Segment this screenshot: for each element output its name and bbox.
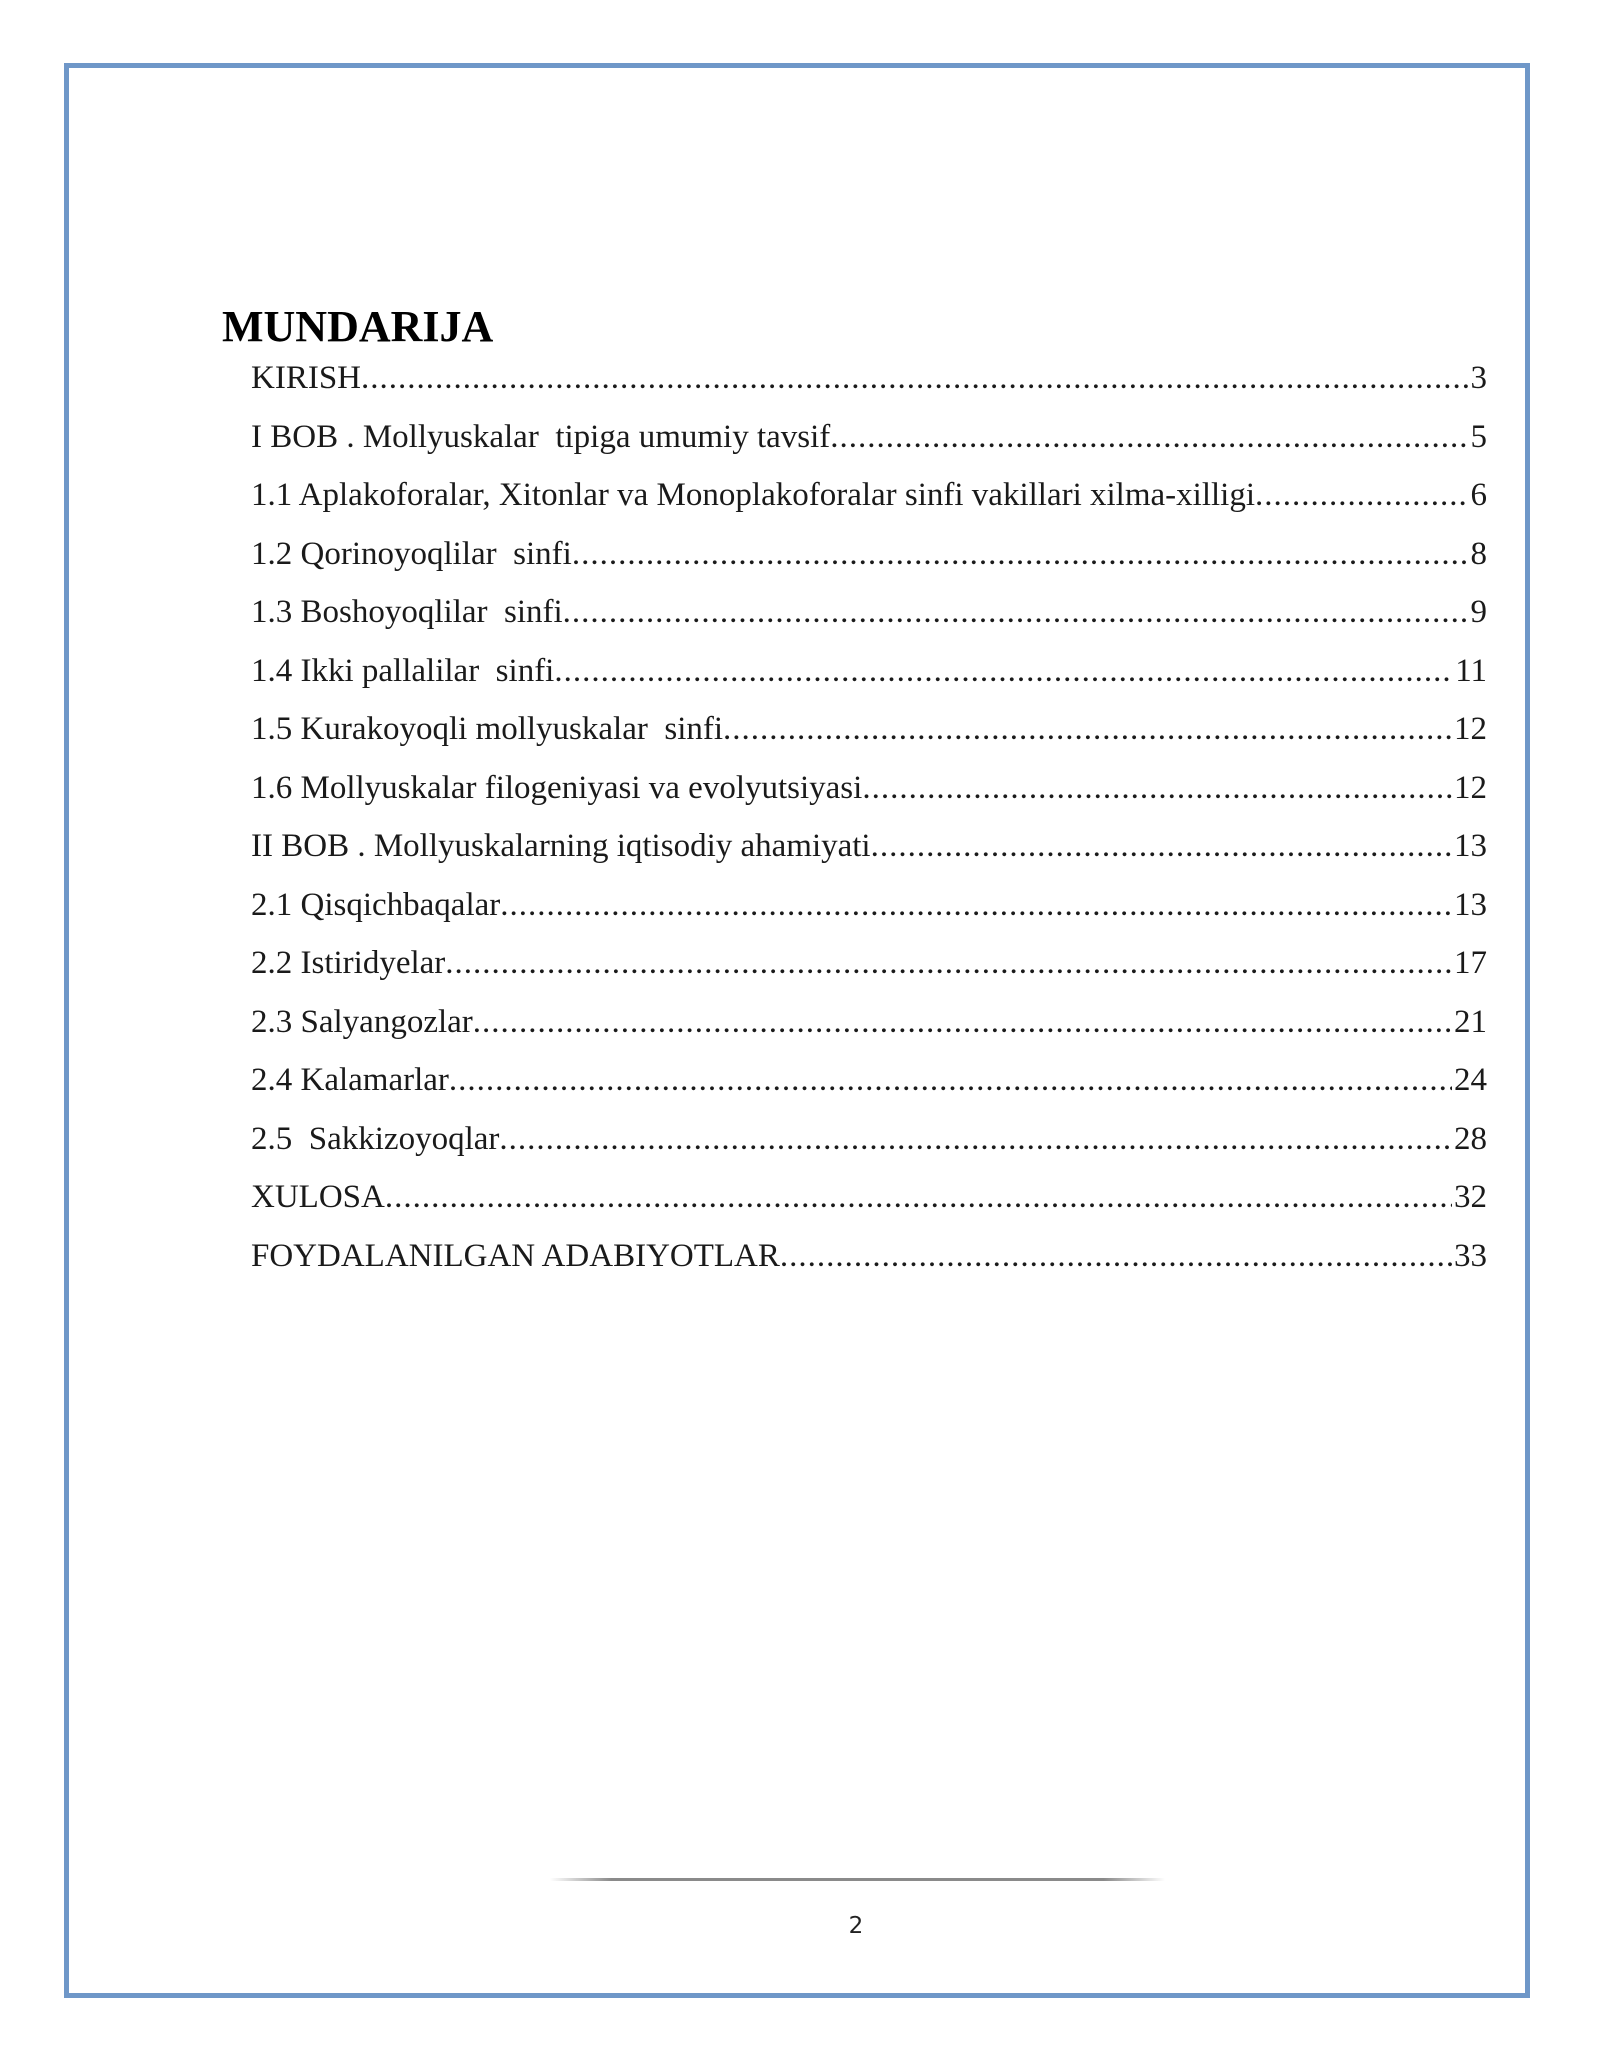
toc-entry-page: 9 [1470,594,1487,630]
toc-dot-leader [572,536,1469,573]
page-number: 2 [848,1913,864,1939]
toc-entry-page: 17 [1454,945,1487,981]
toc-entry-page: 28 [1454,1120,1487,1157]
toc-dot-leader [862,770,1452,807]
toc-dot-leader [1255,477,1468,514]
toc-dot-leader [830,419,1468,456]
toc-entry-title: KIRISH [251,360,362,396]
toc-entry[interactable] [251,594,1487,653]
toc-entry[interactable] [251,1062,1487,1121]
toc-entry-page: 24 [1454,1062,1487,1098]
toc-entry[interactable] [251,360,1487,419]
table-of-contents [251,360,1487,1296]
toc-entry[interactable] [251,1179,1487,1238]
toc-entry[interactable] [251,887,1487,946]
toc-entry[interactable] [251,945,1487,1004]
toc-dot-leader [500,887,1452,924]
toc-dot-leader [554,653,1453,690]
footer-divider [550,1878,1165,1881]
toc-entry[interactable] [251,419,1487,478]
toc-entry-title: 1.1 Aplakoforalar, Xitonlar va Monoplakoforalar sinfi vakillari xilma-xilligi [251,477,1256,513]
toc-entry-title: 2.3 Salyangozlar [251,1003,473,1040]
toc-entry-title: II BOB . Mollyuskalarning iqtisodiy ahamiyati [251,828,871,864]
toc-entry-page: 12 [1454,769,1487,806]
toc-entry-page: 11 [1455,652,1487,689]
toc-dot-leader [871,828,1452,865]
toc-entry-page: 32 [1454,1179,1487,1215]
toc-entry[interactable] [251,711,1487,770]
toc-entry[interactable] [251,536,1487,595]
toc-entry-title: 2.4 Kalamarlar [251,1062,449,1098]
toc-dot-leader [361,360,1468,397]
toc-entry-title: XULOSA [251,1179,385,1215]
toc-entry[interactable] [251,653,1487,712]
toc-entry-page: 6 [1470,477,1487,513]
toc-entry[interactable] [251,770,1487,829]
toc-entry-title: 1.6 Mollyuskalar filogeniyasi va evolyutsiyasi [251,769,863,806]
toc-entry-page: 33 [1454,1237,1487,1274]
toc-dot-leader [385,1179,1452,1216]
toc-dot-leader [473,1004,1452,1041]
toc-entry-page: 3 [1470,360,1487,396]
toc-entry-page: 13 [1454,886,1487,923]
toc-entry-title: 2.1 Qisqichbaqalar [251,886,501,923]
toc-entry[interactable] [251,1121,1487,1180]
toc-entry-title: I BOB . Mollyuskalar tipiga umumiy tavsif [251,418,831,455]
toc-entry-title: 2.2 Istiridyelar [251,945,446,981]
toc-entry[interactable] [251,1004,1487,1063]
toc-dot-leader [780,1238,1452,1275]
toc-entry[interactable] [251,1238,1487,1297]
toc-dot-leader [723,711,1452,748]
toc-entry-title: 1.2 Qorinoyoqlilar sinfi [251,535,572,572]
toc-entry-page: 8 [1470,535,1487,572]
toc-entry-title: 1.3 Boshoyoqlilar sinfi [251,594,563,630]
toc-dot-leader [449,1062,1452,1099]
toc-entry-page: 13 [1454,828,1487,864]
toc-dot-leader [445,945,1452,982]
toc-entry-page: 21 [1454,1003,1487,1040]
toc-dot-leader [499,1121,1452,1158]
toc-entry[interactable] [251,477,1487,536]
toc-entry-title: 1.5 Kurakoyoqli mollyuskalar sinfi [251,711,724,747]
toc-entry-page: 12 [1454,711,1487,747]
toc-dot-leader [563,594,1469,631]
toc-entry-page: 5 [1470,418,1487,455]
toc-heading: MUNDARIJA [222,302,494,351]
toc-entry[interactable] [251,828,1487,887]
toc-entry-title: FOYDALANILGAN ADABIYOTLAR [251,1237,780,1274]
toc-entry-title: 2.5 Sakkizoyoqlar [251,1120,500,1157]
toc-entry-title: 1.4 Ikki pallalilar sinfi [251,652,555,689]
